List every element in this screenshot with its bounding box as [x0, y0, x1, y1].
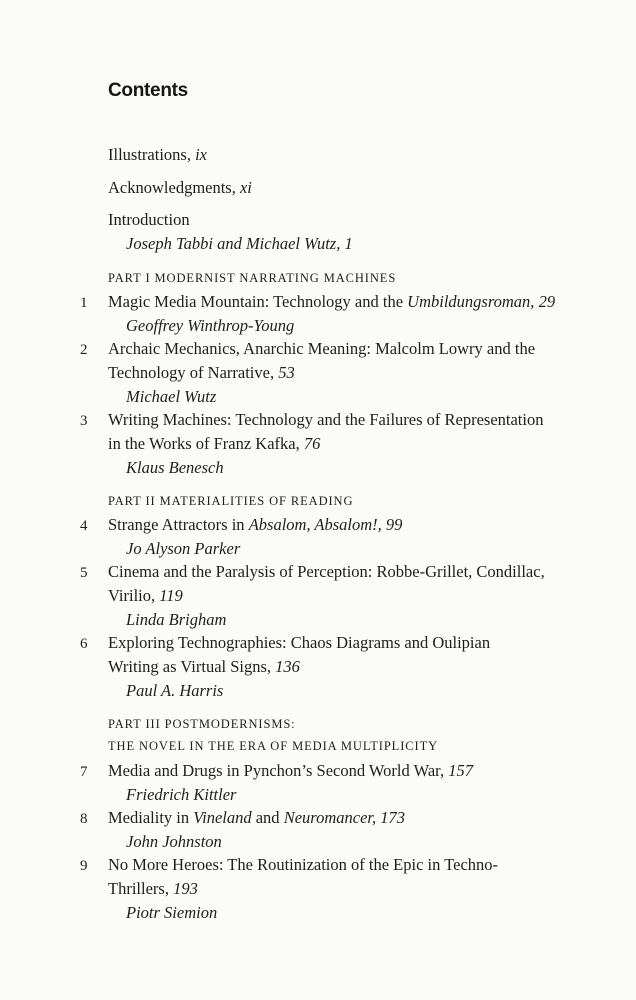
chapter-number: 9 [80, 858, 88, 874]
entry-title: Cinema and the Paralysis of Perception: Robbe-Grillet, Condillac, [108, 562, 545, 581]
entry-page: xi [239, 178, 252, 197]
toc-entry-chapter-6[interactable] [108, 633, 490, 653]
chapter-number: 1 [80, 295, 88, 311]
entry-page: 173 [380, 808, 405, 827]
entry-title: Writing Machines: Technology and the Failures of Representation [108, 410, 544, 429]
entry-author: Linda Brigham [126, 610, 227, 629]
chapter-number: 6 [80, 636, 88, 652]
entry-author: Friedrich Kittler [126, 785, 237, 804]
entry-title: No More Heroes: The Routinization of the Epic in Techno- [108, 855, 499, 874]
toc-entry-chapter-1[interactable] [108, 292, 555, 312]
entry-title: Strange Attractors in [108, 515, 249, 534]
entry-title-continued [108, 657, 300, 677]
toc-entry-acknowledgments[interactable] [108, 178, 252, 198]
toc-entry-chapter-9[interactable] [108, 855, 498, 875]
chapter-number: 2 [80, 342, 88, 358]
chapter-number: 7 [80, 764, 88, 780]
entry-title: Illustrations, [108, 145, 191, 164]
entry-page: 29 [538, 292, 556, 311]
entry-title: Mediality in [108, 808, 194, 827]
entry-page: 193 [173, 879, 198, 898]
entry-title-italic: Absalom, Absalom!, [248, 515, 382, 534]
part-heading-subtitle: THE NOVEL IN THE ERA OF MEDIA MULTIPLICITY [108, 739, 439, 753]
entry-title: and [251, 808, 284, 827]
entry-title: Exploring Technographies: Chaos Diagrams and Oulipian [108, 633, 491, 652]
entry-title-italic: Vineland [193, 808, 252, 827]
chapter-number: 8 [80, 811, 88, 827]
entry-title-continued [108, 363, 295, 383]
entry-author-line [126, 234, 353, 254]
entry-title: Acknowledgments, [108, 178, 236, 197]
entry-author: Geoffrey Winthrop-Young [126, 316, 295, 335]
toc-entry-chapter-2[interactable] [108, 339, 535, 359]
entry-author: John Johnston [126, 832, 222, 851]
chapter-number: 4 [80, 518, 88, 534]
entry-page: 136 [275, 657, 300, 676]
toc-entry-chapter-7[interactable] [108, 761, 473, 781]
toc-entry-chapter-8[interactable] [108, 808, 405, 828]
entry-page: ix [195, 145, 207, 164]
part-heading: PART III POSTMODERNISMS: [108, 717, 296, 731]
entry-title-continued [108, 586, 183, 606]
part-heading: PART I MODERNIST NARRATING MACHINES [108, 271, 397, 285]
part-heading: PART II MATERIALITIES OF READING [108, 494, 354, 508]
toc-entry-chapter-4[interactable] [108, 515, 402, 535]
entry-title-italic: Neuromancer, [283, 808, 377, 827]
toc-entry-chapter-3[interactable] [108, 410, 543, 430]
entry-page: 1 [344, 234, 353, 253]
entry-page: 157 [448, 761, 473, 780]
entry-title: Thrillers, [108, 879, 169, 898]
entry-title: Archaic Mechanics, Anarchic Meaning: Malcolm Lowry and the [108, 339, 536, 358]
entry-title: Magic Media Mountain: Technology and the [108, 292, 408, 311]
toc-entry-chapter-5[interactable] [108, 562, 545, 582]
toc-entry-illustrations[interactable] [108, 145, 207, 165]
chapter-number: 3 [80, 413, 88, 429]
entry-page: 53 [278, 363, 295, 382]
page-title: Contents [108, 80, 188, 101]
entry-title: in the Works of Franz Kafka, [108, 434, 300, 453]
entry-title-continued [108, 434, 320, 454]
entry-title: Media and Drugs in Pynchon’s Second World War, [108, 761, 445, 780]
entry-author: Paul A. Harris [126, 681, 224, 700]
entry-title-italic: Umbildungsroman, [407, 292, 535, 311]
entry-author: Klaus Benesch [126, 458, 224, 477]
entry-author: Piotr Siemion [126, 903, 218, 922]
entry-author: Michael Wutz [126, 387, 217, 406]
entry-page: 119 [159, 586, 183, 605]
entry-title-continued [108, 879, 198, 899]
entry-page: 76 [303, 434, 321, 453]
entry-author: Joseph Tabbi and Michael Wutz, [126, 234, 341, 253]
entry-title: Technology of Narrative, [108, 363, 275, 382]
entry-author: Jo Alyson Parker [126, 539, 241, 558]
chapter-number: 5 [80, 565, 88, 581]
entry-title: Writing as Virtual Signs, [108, 657, 272, 676]
entry-title: Virilio, [108, 586, 156, 605]
entry-page: 99 [385, 515, 403, 534]
entry-title: Introduction [108, 210, 190, 229]
toc-entry-introduction[interactable] [108, 210, 190, 230]
